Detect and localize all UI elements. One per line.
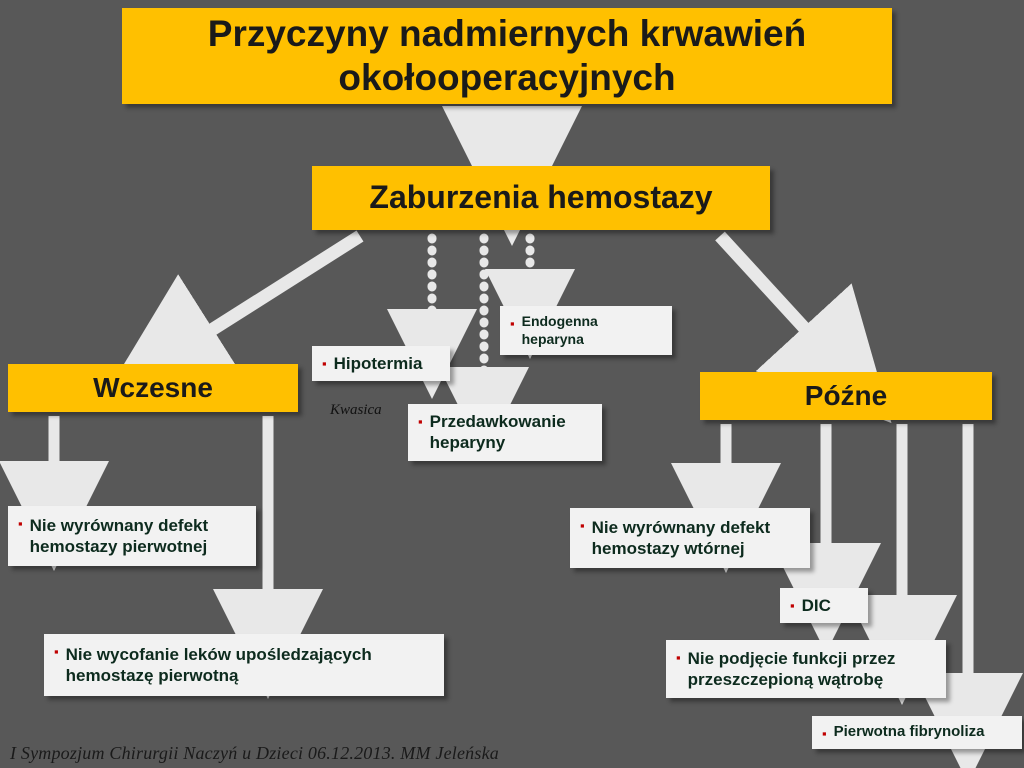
bullet-icon: ▪ xyxy=(822,726,827,741)
node-defekt-hemostazy-pierwotnej xyxy=(8,506,256,566)
node-endogenna-heparyna-label: Endogenna heparyna xyxy=(521,313,598,347)
bullet-icon: ▪ xyxy=(18,516,23,531)
slide-footer: I Sympozjum Chirurgii Naczyń u Dzieci 06.12.2013. MM Jeleńska xyxy=(10,743,499,763)
node-dic-label: DIC xyxy=(801,596,831,615)
node-hipotermia xyxy=(312,346,450,381)
node-defekt-hemostazy-wtornej-label: Nie wyrównany defekt hemostazy wtórnej xyxy=(591,517,771,558)
node-przedawkowanie-heparyny xyxy=(408,404,602,461)
node-defekt-hemostazy-pierwotnej-label: Nie wyrównany defekt hemostazy pierwotnej xyxy=(29,515,209,556)
node-pierwotna-fibrynoliza-label: Pierwotna fibrynoliza xyxy=(833,723,985,740)
bullet-icon: ▪ xyxy=(676,650,681,665)
node-przeszczepiona-watroba xyxy=(666,640,946,698)
node-endogenna-heparyna xyxy=(500,306,672,355)
node-kwasica: Kwasica xyxy=(330,402,382,418)
node-nie-wycofanie-lekow-label: Nie wycofanie leków upośledzających hemostazę pierwotną xyxy=(65,644,372,685)
node-pozne: Późne xyxy=(700,372,992,420)
node-zaburzenia-hemostazy: Zaburzenia hemostazy xyxy=(312,166,770,230)
slide-title: Przyczyny nadmiernych krwawień okołooperacyjnych xyxy=(122,8,892,104)
arrow-root-to-late xyxy=(720,236,830,356)
node-hipotermia-label: Hipotermia xyxy=(333,354,423,373)
bullet-icon: ▪ xyxy=(510,316,515,331)
bullet-icon: ▪ xyxy=(54,644,59,659)
node-wczesne: Wczesne xyxy=(8,364,298,412)
node-defekt-hemostazy-wtornej xyxy=(570,508,810,568)
bullet-icon: ▪ xyxy=(322,356,327,371)
bullet-icon: ▪ xyxy=(580,518,585,533)
node-pierwotna-fibrynoliza xyxy=(812,716,1022,749)
node-dic xyxy=(780,588,868,623)
node-nie-wycofanie-lekow xyxy=(44,634,444,696)
bullet-icon: ▪ xyxy=(418,414,423,429)
arrow-root-to-early xyxy=(180,236,360,350)
node-przedawkowanie-heparyny-label: Przedawkowanie heparyny xyxy=(429,412,566,453)
node-przeszczepiona-watroba-label: Nie podjęcie funkcji przez przeszczepioną wątrobę xyxy=(687,648,896,689)
bullet-icon: ▪ xyxy=(790,598,795,613)
